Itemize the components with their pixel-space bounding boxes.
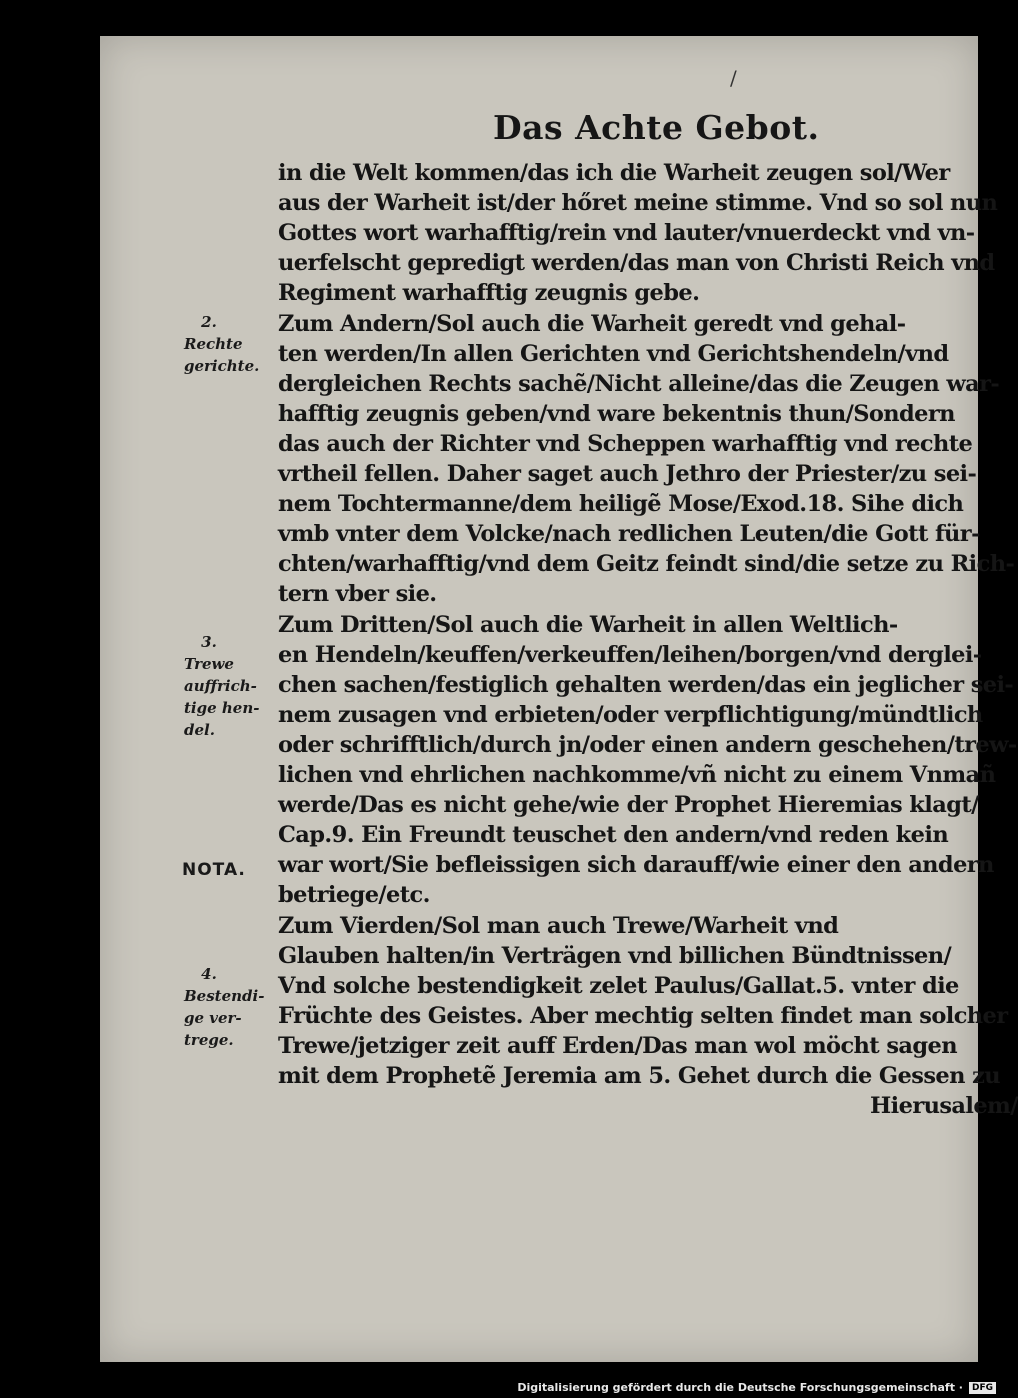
text-line: dergleichen Rechts sachẽ/Nicht alleine/das die Zeugen war- xyxy=(278,370,1000,397)
text-line: vmb vnter dem Volcke/nach redlichen Leuten/die Gott für- xyxy=(278,521,980,548)
text-line: lichen vnd ehrlichen nachkomme/vñ nicht zu einem Vnmañ xyxy=(278,762,996,788)
text-line: tern vber sie. xyxy=(278,581,437,608)
text-line: chen sachen/festiglich gehalten werden/das ein jeglicher sei- xyxy=(278,671,1014,698)
text-line: oder schrifftlich/durch jn/oder einen andern geschehen/trew- xyxy=(278,731,1017,758)
text-line: Cap.9. Ein Freundt teuschet den andern/vnd reden kein xyxy=(278,822,949,849)
text-line: Gottes wort warhafftig/rein vnd lauter/vnuerdeckt vnd vn- xyxy=(278,220,975,247)
margin-note xyxy=(184,311,269,377)
margin-note-line: Bestendi- xyxy=(184,987,265,1005)
text-line: en Hendeln/keuffen/verkeuffen/leihen/borgen/vnd derglei- xyxy=(278,641,982,668)
text-line: uerfelscht gepredigt werden/das man von Christi Reich vnd xyxy=(278,250,995,277)
text-line: ten werden/In allen Gerichten vnd Gerichtshendeln/vnd xyxy=(278,340,949,367)
text-line: Vnd solche bestendigkeit zelet Paulus/Gallat.5. vnter die xyxy=(278,972,959,999)
margin-note-line: gerichte. xyxy=(184,357,260,375)
margin-note-line: ge ver- xyxy=(184,1009,242,1027)
text-line: das auch der Richter vnd Scheppen warhafftig vnd rechte xyxy=(278,430,973,457)
margin-note xyxy=(184,963,269,1051)
margin-note-number: 3. xyxy=(201,633,217,651)
text-line: chten/warhafftig/vnd dem Geitz feindt sind/die setze zu Rich- xyxy=(278,551,1015,578)
text-line: Regiment warhafftig zeugnis gebe. xyxy=(278,280,700,307)
margin-note-number: 4. xyxy=(201,965,217,983)
text-line: vrtheil fellen. Daher saget auch Jethro der Priester/zu sei- xyxy=(278,461,977,487)
margin-note-line: tige hen- xyxy=(184,699,260,717)
margin-note-line: Rechte xyxy=(184,335,243,353)
pencil-mark: / xyxy=(730,66,737,90)
text-line: werde/Das es nicht gehe/wie der Prophet Hieremias klagt/ xyxy=(278,792,979,819)
text-line-catchword: Hierusalem/ xyxy=(870,1093,1018,1120)
dfg-logo: DFG xyxy=(969,1382,996,1394)
text-line: in die Welt kommen/das ich die Warheit zeugen sol/Wer xyxy=(278,160,950,186)
footer-text: Digitalisierung gefördert durch die Deutsche Forschungsgemeinschaft · xyxy=(517,1381,963,1394)
footer-credit xyxy=(517,1381,996,1394)
text-line: Früchte des Geistes. Aber mechtig selten findet man solcher xyxy=(278,1002,1008,1029)
running-header: Das Achte Gebot. xyxy=(493,108,820,147)
text-line: mit dem Prophetẽ Jeremia am 5. Gehet durch die Gessen zu xyxy=(278,1063,1001,1089)
margin-note xyxy=(184,631,269,741)
margin-note-line: del. xyxy=(184,721,215,739)
text-line: Zum Dritten/Sol auch die Warheit in allen Weltlich- xyxy=(278,611,898,638)
margin-note-line: Trewe xyxy=(184,655,234,673)
margin-nota: NOTA. xyxy=(182,860,246,880)
text-line: Zum Vierden/Sol man auch Trewe/Warheit vnd xyxy=(278,912,839,939)
text-line: hafftig zeugnis geben/vnd ware bekentnis thun/Sondern xyxy=(278,400,955,427)
margin-note-line: auffrich- xyxy=(184,677,257,695)
margin-note-line: trege. xyxy=(184,1031,234,1049)
text-line: nem zusagen vnd erbieten/oder verpflichtigung/mündtlich xyxy=(278,701,983,728)
text-line: Glauben halten/in Verträgen vnd billichen Bündtnissen/ xyxy=(278,942,952,969)
text-line: Trewe/jetziger zeit auff Erden/Das man wol möcht sagen xyxy=(278,1032,957,1059)
margin-note-number: 2. xyxy=(201,313,217,331)
book-page xyxy=(100,36,1018,1362)
text-line: Zum Andern/Sol auch die Warheit geredt vnd gehal- xyxy=(278,310,906,337)
text-line: war wort/Sie befleissigen sich darauff/wie einer den andern xyxy=(278,852,994,879)
text-line: betriege/etc. xyxy=(278,882,430,909)
text-line: nem Tochtermanne/dem heiligẽ Mose/Exod.18. Sihe dich xyxy=(278,491,964,518)
text-line: aus der Warheit ist/der hőret meine stimme. Vnd so sol nun xyxy=(278,190,998,217)
